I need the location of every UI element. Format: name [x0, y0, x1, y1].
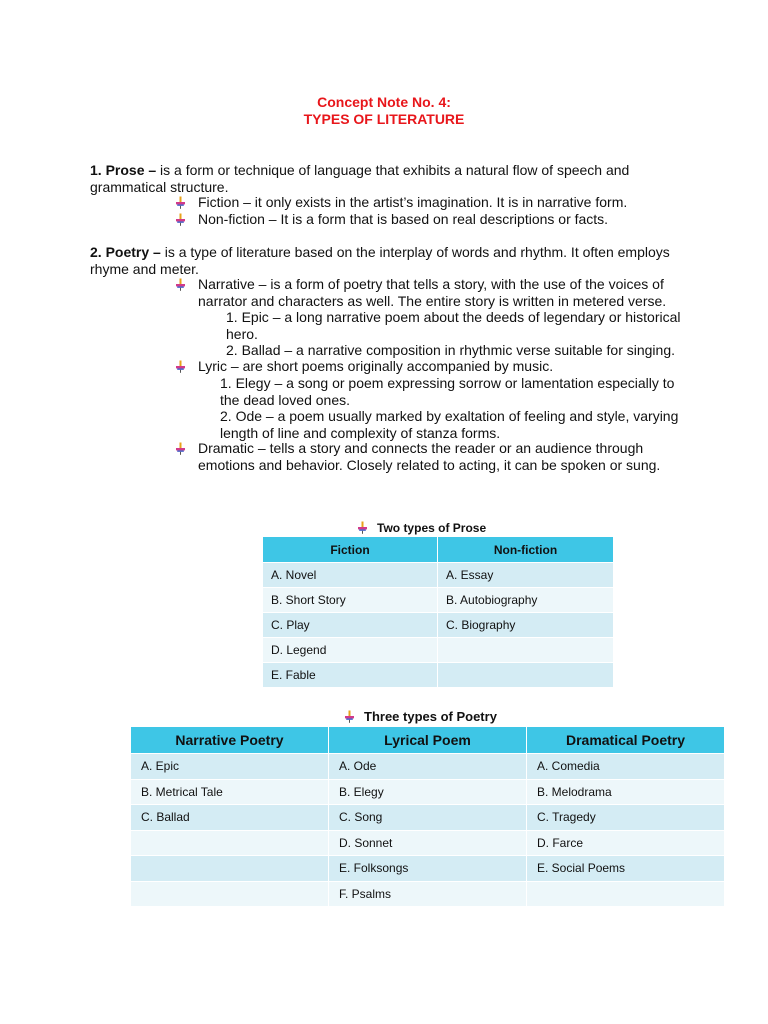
- table-cell: [438, 663, 614, 688]
- bullet-text: Lyric – are short poems originally accompanied by music.: [198, 358, 554, 374]
- page-title: [0, 94, 768, 128]
- table-row: [263, 638, 614, 663]
- table-cell: C. Ballad: [131, 805, 329, 831]
- table-row: [131, 856, 725, 882]
- table-header-row: [263, 537, 614, 563]
- title-line-1: Concept Note No. 4:: [317, 94, 451, 110]
- prose-table-caption: [356, 521, 486, 535]
- table-cell: D. Legend: [263, 638, 438, 663]
- pushpin-bullet-icon: [174, 360, 187, 373]
- column-header-nonfiction: Non-fiction: [438, 537, 614, 563]
- table-cell: C. Biography: [438, 613, 614, 638]
- poetry-types-table: [130, 726, 725, 907]
- pushpin-bullet-icon: [174, 442, 187, 455]
- column-header-lyrical-poem: Lyrical Poem: [329, 727, 527, 754]
- table-row: [131, 754, 725, 780]
- narrative-sub-epic: 1. Epic – a long narrative poem about the deeds of legendary or historical hero.: [226, 309, 681, 342]
- table-row: [131, 830, 725, 856]
- table-cell: B. Autobiography: [438, 588, 614, 613]
- prose-definition: is a form or technique of language that exhibits a natural flow of speech and grammatical structure.: [90, 162, 630, 195]
- table-cell: D. Farce: [527, 830, 725, 856]
- prose-bullet-nonfiction: [174, 211, 684, 228]
- table-cell: A. Comedia: [527, 754, 725, 780]
- table-cell: F. Psalms: [329, 881, 527, 907]
- table-cell: C. Play: [263, 613, 438, 638]
- pushpin-bullet-icon: [174, 196, 187, 209]
- lyric-sub-ode: 2. Ode – a poem usually marked by exaltation of feeling and style, varying length of line and complexity of stanza forms.: [220, 408, 679, 441]
- table-row: [263, 613, 614, 638]
- title-line-2: TYPES OF LITERATURE: [303, 111, 465, 127]
- table-header-row: [131, 727, 725, 754]
- pushpin-bullet-icon: [174, 278, 187, 291]
- table-cell: E. Fable: [263, 663, 438, 688]
- bullet-text: Dramatic – tells a story and connects the reader or an audience through emotions and behavior. Closely related to acting, it can be spoken or sung.: [198, 440, 661, 473]
- table-cell: B. Short Story: [263, 588, 438, 613]
- bullet-text: Narrative – is a form of poetry that tells a story, with the use of the voices of narrator and characters as well. The entire story is written in metered verse.: [198, 276, 667, 309]
- table-cell: E. Folksongs: [329, 856, 527, 882]
- table-cell: [131, 881, 329, 907]
- prose-paragraph: [90, 162, 690, 195]
- bullet-text: Fiction – it only exists in the artist’s imagination. It is in narrative form.: [198, 194, 628, 210]
- pushpin-bullet-icon: [356, 521, 369, 534]
- bullet-text: Non-fiction – It is a form that is based on real descriptions or facts.: [198, 211, 609, 227]
- lyric-sub-elegy: 1. Elegy – a song or poem expressing sorrow or lamentation especially to the dead loved ones.: [220, 375, 675, 408]
- table-row: [131, 805, 725, 831]
- column-header-narrative-poetry: Narrative Poetry: [131, 727, 329, 754]
- table-cell: B. Metrical Tale: [131, 779, 329, 805]
- table-cell: C. Tragedy: [527, 805, 725, 831]
- table-row: [131, 779, 725, 805]
- table-row: [263, 563, 614, 588]
- table-cell: B. Elegy: [329, 779, 527, 805]
- poetry-bullet-dramatic: [174, 440, 674, 473]
- column-header-dramatical-poetry: Dramatical Poetry: [527, 727, 725, 754]
- table-row: [131, 881, 725, 907]
- pushpin-bullet-icon: [343, 710, 356, 723]
- caption-text: Three types of Poetry: [364, 709, 497, 724]
- table-row: [263, 588, 614, 613]
- table-cell: [131, 830, 329, 856]
- poetry-bullet-narrative: [174, 276, 674, 309]
- poetry-table-caption: [343, 709, 497, 724]
- table-cell: B. Melodrama: [527, 779, 725, 805]
- prose-bullet-fiction: [174, 194, 684, 211]
- table-cell: [131, 856, 329, 882]
- poetry-bullet-lyric: [174, 358, 684, 375]
- table-row: [263, 663, 614, 688]
- table-cell: A. Essay: [438, 563, 614, 588]
- table-cell: A. Ode: [329, 754, 527, 780]
- narrative-sub-ballad: 2. Ballad – a narrative composition in rhythmic verse suitable for singing.: [226, 342, 675, 358]
- caption-text: Two types of Prose: [377, 521, 487, 535]
- poetry-paragraph: [90, 244, 690, 277]
- table-cell: [527, 881, 725, 907]
- prose-term: 1. Prose –: [90, 162, 157, 178]
- pushpin-bullet-icon: [174, 213, 187, 226]
- prose-types-table: [262, 536, 614, 688]
- poetry-term: 2. Poetry –: [90, 244, 161, 260]
- table-cell: D. Sonnet: [329, 830, 527, 856]
- table-cell: A. Novel: [263, 563, 438, 588]
- poetry-definition: is a type of literature based on the interplay of words and rhythm. It often employs rhyme and meter.: [90, 244, 670, 277]
- table-cell: A. Epic: [131, 754, 329, 780]
- table-cell: E. Social Poems: [527, 856, 725, 882]
- table-cell: [438, 638, 614, 663]
- column-header-fiction: Fiction: [263, 537, 438, 563]
- table-cell: C. Song: [329, 805, 527, 831]
